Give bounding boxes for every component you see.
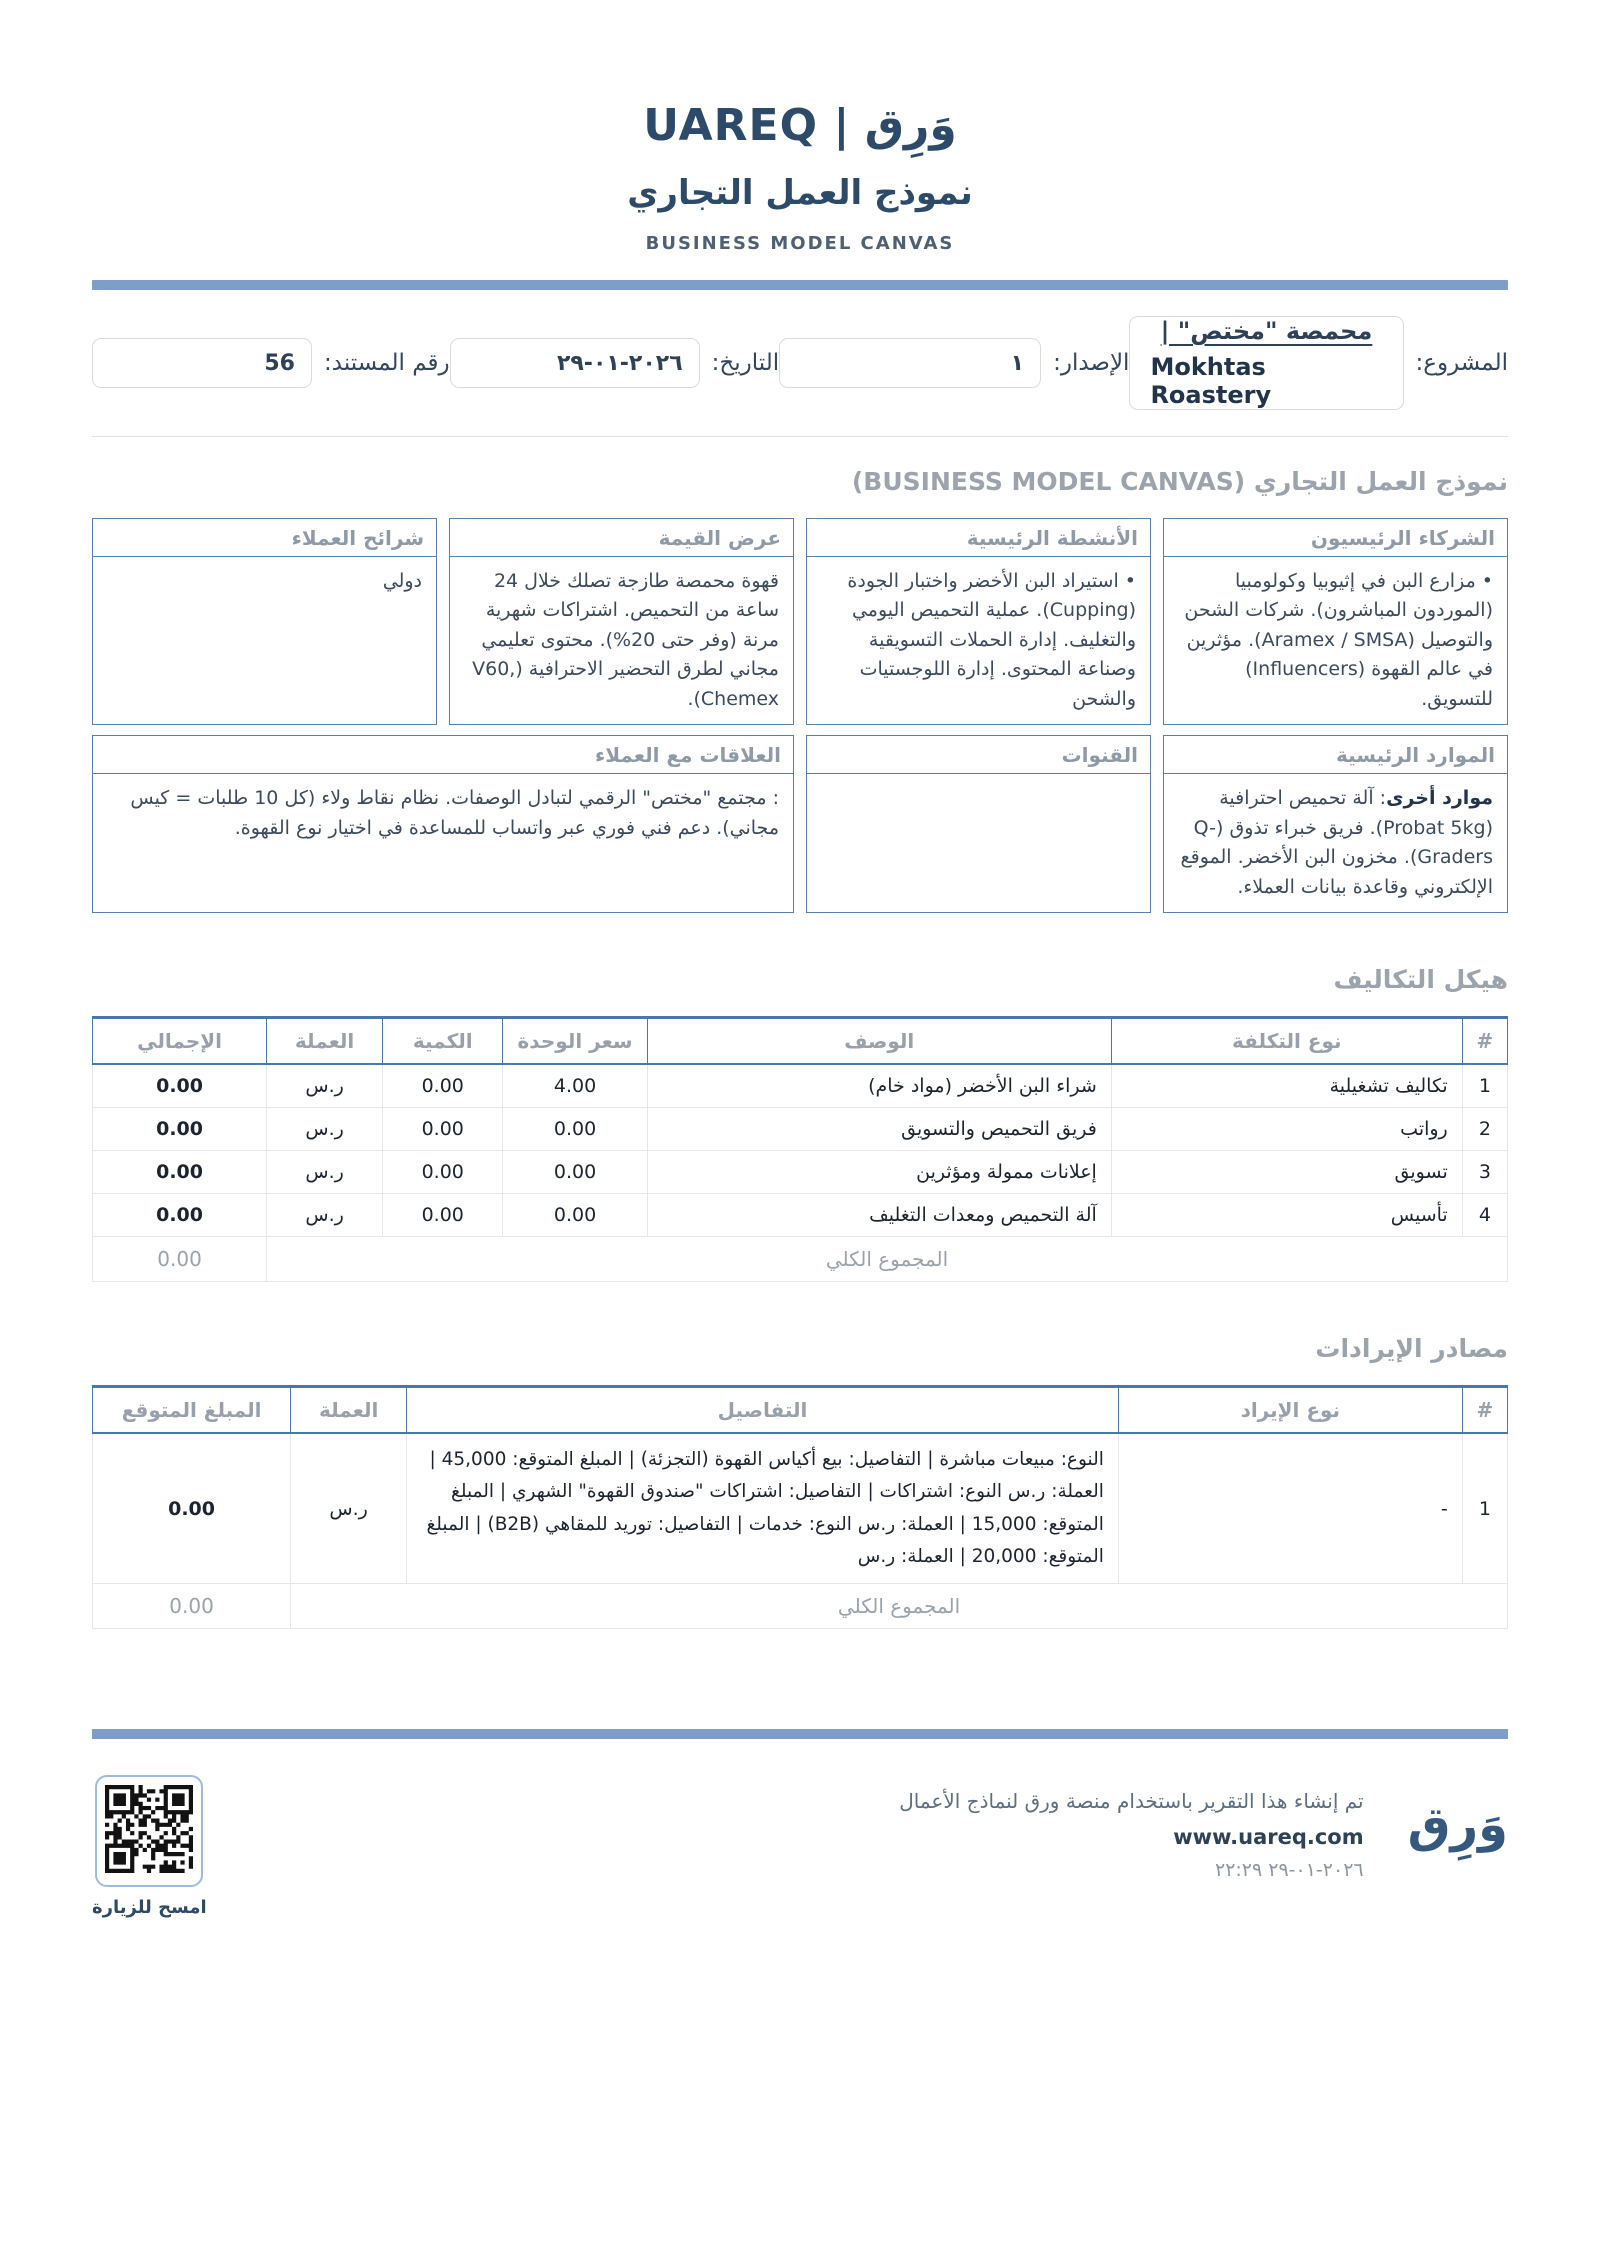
version-value: ١ (1010, 350, 1025, 376)
revenue-total-value: 0.00 (93, 1584, 291, 1629)
cell-unit-price: 4.00 (503, 1064, 647, 1108)
doc-number-label: رقم المستند: (324, 350, 450, 376)
canvas-box-customer-segments (92, 518, 437, 725)
cell-unit-price: 0.00 (503, 1193, 647, 1236)
revenue-sources-section (92, 1334, 1508, 1630)
date-value-box (450, 338, 700, 388)
cost-total-label: المجموع الكلي (267, 1236, 1508, 1281)
project-name-english: Mokhtas Roastery (1150, 353, 1272, 409)
date-value: ٢٩-٠١-٢٠٢٦ (556, 350, 683, 376)
key-resources-rest: : آلة تحميص احترافية (Probat 5kg). فريق خبراء تذوق (Q-Graders). مخزون البن الأخضر. الموقع الإلكتروني وقاعدة بيانات العملاء. (1180, 787, 1493, 898)
footer-text-block (899, 1789, 1363, 1881)
project-label: المشروع: (1415, 350, 1508, 376)
header-divider-bar (92, 280, 1508, 290)
cell-type: رواتب (1111, 1107, 1462, 1150)
canvas-box-title: العلاقات مع العملاء (93, 736, 793, 774)
canvas-box-key-partners (1163, 518, 1508, 725)
cell-index: 1 (1462, 1433, 1507, 1584)
cell-description: إعلانات ممولة ومؤثرين (647, 1150, 1111, 1193)
cost-section-title: هيكل التكاليف (1333, 964, 1508, 994)
cell-expected-amount: 0.00 (93, 1433, 291, 1584)
revenue-total-label: المجموع الكلي (291, 1584, 1508, 1629)
document-title-english: BUSINESS MODEL CANVAS (645, 233, 955, 254)
cell-total: 0.00 (93, 1064, 267, 1108)
cell-index: 3 (1462, 1150, 1507, 1193)
meta-date (450, 338, 779, 388)
revenue-header-type: نوع الإيراد (1118, 1386, 1462, 1433)
version-value-box (779, 338, 1041, 388)
doc-number-value-box (92, 338, 312, 388)
cell-description: آلة التحميص ومعدات التغليف (647, 1193, 1111, 1236)
document-title-arabic: نموذج العمل التجاري (627, 173, 973, 213)
cost-table-total-row (93, 1236, 1508, 1281)
cell-currency: ر.س (291, 1433, 407, 1584)
revenue-header-index: # (1462, 1386, 1507, 1433)
canvas-box-title: الأنشطة الرئيسية (807, 519, 1150, 557)
cost-header-quantity: الكمية (383, 1017, 503, 1064)
cell-total: 0.00 (93, 1193, 267, 1236)
canvas-box-body: • استيراد البن الأخضر واختبار الجودة (Cupping). عملية التحميص اليومي والتغليف. إدارة الحملات التسويقية وصناعة المحتوى. إدارة اللوجستيات والشحن (847, 570, 1136, 710)
cell-quantity: 0.00 (383, 1150, 503, 1193)
cost-header-index: # (1462, 1017, 1507, 1064)
canvas-box-title: القنوات (807, 736, 1150, 774)
cell-quantity: 0.00 (383, 1193, 503, 1236)
cost-header-type: نوع التكلفة (1111, 1017, 1462, 1064)
canvas-box-body: دولي (382, 570, 422, 592)
cell-currency: ر.س (267, 1107, 383, 1150)
revenue-section-title: مصادر الإيرادات (1315, 1333, 1508, 1363)
footer-divider-bar (92, 1729, 1508, 1739)
canvas-box-body: • مزارع البن في إثيوبيا وكولومبيا (الموردون المباشرون). شركات الشحن والتوصيل (Aramex / SMSA). مؤثرين في عالم القهوة (Influencers) للتسويق. (1184, 570, 1493, 710)
cell-total: 0.00 (93, 1107, 267, 1150)
meta-project (1129, 316, 1508, 410)
canvas-box-channels (806, 735, 1151, 913)
cell-index: 4 (1462, 1193, 1507, 1236)
cell-total: 0.00 (93, 1150, 267, 1193)
qr-code-icon (105, 1785, 193, 1873)
qr-block (92, 1775, 207, 1918)
canvas-box-title: الشركاء الرئيسيون (1164, 519, 1507, 557)
cell-currency: ر.س (267, 1064, 383, 1108)
footer-website: www.uareq.com (1173, 1825, 1364, 1850)
cell-index: 1 (1462, 1064, 1507, 1108)
canvas-box-body (1164, 774, 1507, 912)
cost-table-row (93, 1107, 1508, 1150)
canvas-box-title: الموارد الرئيسية (1164, 736, 1507, 774)
cell-revenue-details: النوع: مبيعات مباشرة | التفاصيل: بيع أكياس القهوة (التجزئة) | المبلغ المتوقع: 45,000 | العملة: ر.س النوع: اشتراكات | التفاصيل: اشتراكات "صندوق القهوة" الشهري | المبلغ المتوقع: 15,000 | العملة: ر.س النوع: خدمات | التفاصيل: توريد للمقاهي (B2B) | المبلغ المتوقع: 20,000 | العملة: ر.س (407, 1433, 1119, 1584)
canvas-box-key-resources (1163, 735, 1508, 913)
cell-quantity: 0.00 (383, 1107, 503, 1150)
doc-number-value: 56 (264, 350, 295, 376)
footer-brand-logo: وَرِق (1407, 1797, 1508, 1854)
project-value-box (1129, 316, 1403, 410)
cell-type: تسويق (1111, 1150, 1462, 1193)
document-meta-row (92, 316, 1508, 410)
cell-description: شراء البن الأخضر (مواد خام) (647, 1064, 1111, 1108)
cell-revenue-type: - (1118, 1433, 1462, 1584)
cost-structure-section (92, 965, 1508, 1282)
meta-divider (92, 436, 1508, 437)
meta-doc-number (92, 338, 450, 388)
canvas-box-key-activities (806, 518, 1151, 725)
key-resources-lead: موارد أخرى (1386, 787, 1493, 810)
cell-unit-price: 0.00 (503, 1150, 647, 1193)
canvas-box-body: : مجتمع "مختص" الرقمي لتبادل الوصفات. نظام نقاط ولاء (كل 10 طلبات = كيس مجاني). دعم فني فوري عبر واتساب للمساعدة في اختيار نوع القهوة. (130, 787, 779, 839)
cell-type: تكاليف تشغيلية (1111, 1064, 1462, 1108)
qr-frame (95, 1775, 203, 1887)
cost-table-row (93, 1193, 1508, 1236)
cost-table (92, 1016, 1508, 1282)
revenue-table-total-row (93, 1584, 1508, 1629)
revenue-header-details: التفاصيل (407, 1386, 1119, 1433)
canvas-box-title: شرائح العملاء (93, 519, 436, 557)
canvas-box-value-proposition (449, 518, 794, 725)
canvas-box-title: عرض القيمة (450, 519, 793, 557)
cost-header-description: الوصف (647, 1017, 1111, 1064)
revenue-header-expected-amount: المبلغ المتوقع (93, 1386, 291, 1433)
document-footer (92, 1771, 1508, 1918)
canvas-section-title: نموذج العمل التجاري (BUSINESS MODEL CANVAS) (851, 467, 1508, 496)
cell-description: فريق التحميص والتسويق (647, 1107, 1111, 1150)
cost-total-value: 0.00 (93, 1236, 267, 1281)
cell-index: 2 (1462, 1107, 1507, 1150)
canvas-box-customer-relationships (92, 735, 794, 913)
cost-table-header-row (93, 1017, 1508, 1064)
cost-header-total: الإجمالي (93, 1017, 267, 1064)
revenue-table (92, 1385, 1508, 1630)
canvas-box-body: قهوة محمصة طازجة تصلك خلال 24 ساعة من التحميص. اشتراكات شهرية مرنة (وفر حتى 20%). محتوى تعليمي مجاني لطرق التحضير الاحترافية (V60, Chemex). (472, 570, 779, 710)
qr-caption: امسح للزيارة (92, 1897, 207, 1919)
cell-unit-price: 0.00 (503, 1107, 647, 1150)
cell-type: تأسيس (1111, 1193, 1462, 1236)
cost-header-currency: العملة (267, 1017, 383, 1064)
version-label: الإصدار: (1053, 350, 1130, 376)
revenue-table-header-row (93, 1386, 1508, 1433)
footer-timestamp: ٢٢:٢٩ ٢٩-٠١-٢٠٢٦ (1214, 1859, 1364, 1882)
project-name-arabic: محمصة "مختص" | (1160, 317, 1373, 345)
cell-quantity: 0.00 (383, 1064, 503, 1108)
footer-note: تم إنشاء هذا التقرير باستخدام منصة ورق لنماذج الأعمال (899, 1789, 1364, 1814)
canvas-box-body (807, 774, 1150, 912)
cost-header-unit-price: سعر الوحدة (503, 1017, 647, 1064)
cost-table-row (93, 1150, 1508, 1193)
cell-currency: ر.س (267, 1193, 383, 1236)
canvas-grid (92, 518, 1508, 913)
revenue-header-currency: العملة (291, 1386, 407, 1433)
cost-table-row (93, 1064, 1508, 1108)
meta-version (779, 338, 1129, 388)
date-label: التاريخ: (711, 350, 780, 376)
cell-currency: ر.س (267, 1150, 383, 1193)
document-header (92, 100, 1508, 254)
brand-logo: وَرِق | UAREQ (643, 100, 957, 151)
revenue-table-row (93, 1433, 1508, 1584)
